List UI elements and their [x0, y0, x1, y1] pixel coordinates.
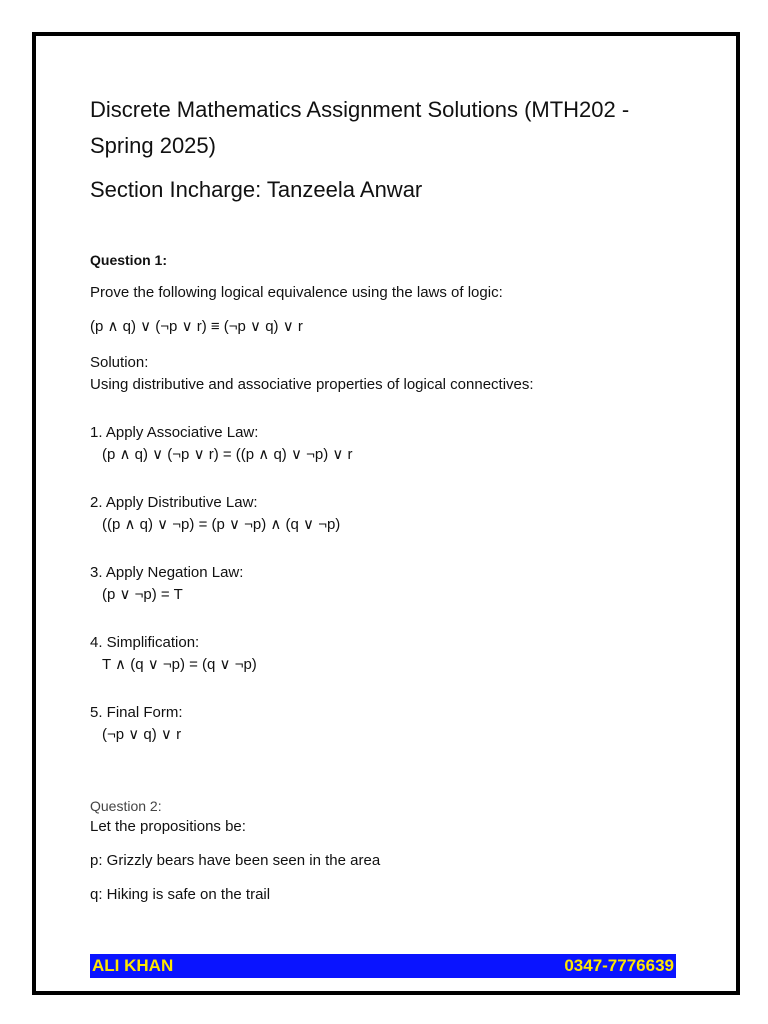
footer-author-name: ALI KHAN [92, 956, 174, 975]
footer-banner [90, 954, 676, 978]
question-2-intro: Let the propositions be: [90, 818, 246, 835]
step-expression: (¬p ∨ q) ∨ r [102, 726, 182, 743]
title-line-2: Spring 2025) [90, 133, 216, 158]
step-title: 3. Apply Negation Law: [90, 564, 244, 581]
solution-step-1 [90, 422, 680, 466]
question-1-heading: Question 1: [90, 252, 168, 268]
step-expression: (p ∨ ¬p) = T [102, 586, 183, 603]
solution-step-3 [90, 562, 680, 606]
step-expression: T ∧ (q ∨ ¬p) = (q ∨ ¬p) [102, 656, 257, 673]
step-title: 4. Simplification: [90, 634, 200, 651]
title-line-1: Discrete Mathematics Assignment Solutions (MTH202 - [90, 97, 630, 122]
footer-phone-number: 0347-7776639 [564, 956, 674, 975]
question-1-prompt: Prove the following logical equivalence using the laws of logic: [90, 284, 503, 301]
section-incharge: Section Incharge: Tanzeela Anwar [90, 177, 423, 202]
step-expression: (p ∧ q) ∨ (¬p ∨ r) = ((p ∧ q) ∨ ¬p) ∨ r [102, 446, 353, 463]
solution-step-5 [90, 702, 680, 746]
proposition-q: q: Hiking is safe on the trail [90, 886, 271, 903]
solution-step-4 [90, 632, 680, 676]
step-title: 1. Apply Associative Law: [90, 424, 259, 441]
proposition-p: p: Grizzly bears have been seen in the area [90, 852, 381, 869]
step-title: 5. Final Form: [90, 704, 183, 721]
solution-label: Solution: [90, 354, 149, 371]
solution-intro: Using distributive and associative properties of logical connectives: [90, 376, 534, 393]
document-body [90, 92, 680, 906]
step-title: 2. Apply Distributive Law: [90, 494, 258, 511]
step-expression: ((p ∧ q) ∨ ¬p) = (p ∨ ¬p) ∧ (q ∨ ¬p) [102, 516, 341, 533]
question-1-equivalence: (p ∧ q) ∨ (¬p ∨ r) ≡ (¬p ∨ q) ∨ r [90, 318, 303, 335]
question-2-heading: Question 2: [90, 798, 162, 814]
solution-step-2 [90, 492, 680, 536]
document-title [90, 92, 680, 164]
